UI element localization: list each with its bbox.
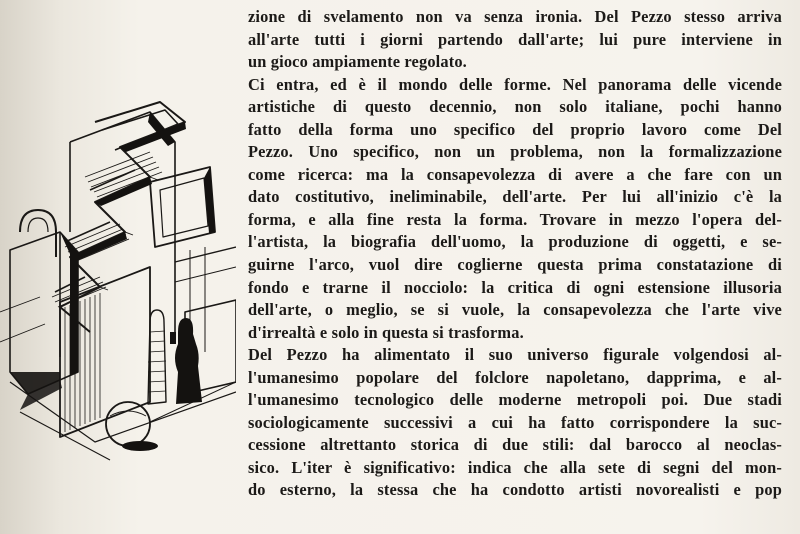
text-line: fatto della forma uno specifico del proprio lavoro come Del [248,119,782,139]
text-line: dell'arte, o meglio, se si vuole, la consapevolezza che l'arte vive [248,300,782,320]
text-line: zione di svelamento non va senza ironia. Del Pezzo stesso arriva [248,7,782,26]
text-line: l'umanesimo popolare del folclore napoletano, dapprima, e al- [248,367,782,387]
text-line: sociologicamente successivi a cui ha fatto corrispondere la suc- [248,412,782,432]
text-line: do esterno, la stessa che ha condotto artisti novorealisti e pop [248,480,782,500]
text-line: d'irrealtà e solo in questa si trasforma. [248,322,524,342]
text-line: dato costitutivo, ineliminabile, dell'arte. Per lui all'inizio c'è la [248,187,782,207]
text-line: forma, e alla fine resta la forma. Trovare in mezzo l'opera del- [248,209,782,229]
text-line: all'arte tutti i giorni partendo dall'arte; lui pure interviene in [248,29,782,49]
text-line: guirne l'arco, vuol dire coglierne questa prima constatazione di [248,255,782,275]
cubist-still-life-illustration [0,82,236,462]
text-line: l'umanesimo tecnologico delle moderne metropoli poi. Due stadi [248,390,782,410]
text-line: Del Pezzo ha alimentato il suo universo figurale volgendosi al- [248,345,782,365]
text-line: Pezzo. Uno specifico, non un problema, non la formalizzazione [248,142,782,162]
paragraph-3 [248,344,782,502]
paragraph-1 [248,6,782,74]
text-line: sico. L'iter è significativo: indica che alla sete di segni del mon- [248,457,782,477]
text-line: come ricerca: ma la consapevolezza di avere a che fare con un [248,164,782,184]
text-line: fondo e trarne il nocciolo: la critica di ogni estensione illusoria [248,277,782,297]
article-text [248,6,782,502]
text-line: un gioco ampiamente regolato. [248,52,467,72]
text-line: cessione altrettanto storica di due stili: dal barocco al neoclas- [248,435,782,455]
text-line: artistiche di questo decennio, non solo italiane, pochi hanno [248,97,782,117]
text-line: Ci entra, ed è il mondo delle forme. Nel panorama delle vicende [248,74,782,94]
text-line: l'artista, la biografia dell'uomo, la produzione di oggetti, e se- [248,232,782,252]
paragraph-2 [248,74,782,345]
